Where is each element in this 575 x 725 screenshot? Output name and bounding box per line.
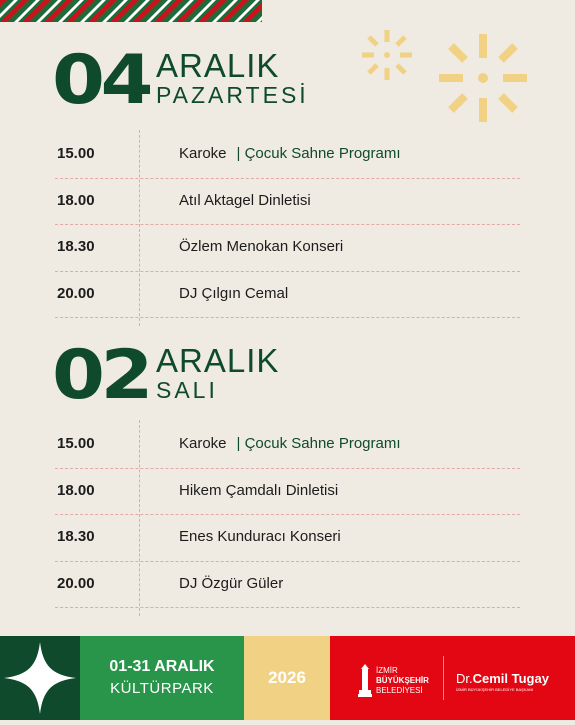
large-sun-icon bbox=[437, 32, 529, 124]
schedule-row bbox=[55, 515, 520, 562]
event-name: Özlem Menokan Konseri bbox=[179, 238, 344, 255]
day-number: 04 bbox=[52, 41, 150, 120]
event-name: Atıl Aktagel Dinletisi bbox=[179, 191, 311, 209]
event-name bbox=[179, 145, 401, 162]
event-title: Karoke bbox=[179, 145, 227, 162]
day-header-2 bbox=[52, 336, 352, 415]
footer-dates: 01-31 ARALIK bbox=[109, 658, 215, 675]
event-time: 20.00 bbox=[57, 574, 95, 592]
schedule-row bbox=[55, 132, 520, 179]
mayor-signature bbox=[456, 671, 549, 686]
event-name: DJ Çılgın Cemal bbox=[179, 284, 289, 302]
mayor-prefix: Dr. bbox=[456, 671, 473, 686]
event-name: DJ Özgür Güler bbox=[179, 574, 284, 592]
footer-year: 2026 bbox=[244, 636, 330, 720]
schedule-row bbox=[55, 422, 520, 469]
event-name: Enes Kunduracı Konseri bbox=[179, 528, 341, 545]
municipality-line-3: BELEDİYESİ bbox=[376, 686, 423, 695]
event-time: 18.30 bbox=[57, 528, 95, 545]
mayor-name: Cemil Tugay bbox=[472, 671, 549, 686]
schedule-row bbox=[55, 469, 520, 516]
footer-logos-block bbox=[330, 636, 575, 720]
event-time: 18.30 bbox=[57, 238, 95, 255]
municipality-line-2: BÜYÜKŞEHİR bbox=[376, 676, 429, 685]
day-number: 02 bbox=[52, 336, 150, 415]
schedule-day-1 bbox=[55, 132, 520, 318]
schedule-row bbox=[55, 272, 520, 319]
event-name bbox=[179, 435, 401, 452]
mayor-title: İZMİR BÜYÜKŞEHİR BELEDİYE BAŞKANI bbox=[456, 687, 534, 692]
day-weekday: SALI bbox=[156, 377, 218, 403]
schedule-row bbox=[55, 562, 520, 609]
footer-venue: KÜLTÜRPARK bbox=[110, 680, 214, 697]
footer-bar bbox=[0, 636, 575, 720]
event-time: 20.00 bbox=[57, 284, 95, 302]
day-month: ARALIK bbox=[156, 47, 280, 84]
schedule-row bbox=[55, 225, 520, 272]
day-header-1 bbox=[52, 41, 352, 120]
day-month: ARALIK bbox=[156, 342, 280, 379]
municipality-line-1: İZMİR bbox=[376, 666, 398, 675]
event-name: Hikem Çamdalı Dinletisi bbox=[179, 481, 339, 499]
event-time: 15.00 bbox=[57, 435, 95, 452]
small-sun-icon bbox=[360, 28, 414, 82]
event-time: 18.00 bbox=[57, 191, 95, 209]
event-title: Karoke bbox=[179, 435, 227, 452]
stripe-pattern-icon bbox=[0, 0, 262, 22]
municipality-name bbox=[376, 666, 429, 696]
event-tag: | Çocuk Sahne Programı bbox=[236, 145, 401, 162]
event-time: 18.00 bbox=[57, 481, 95, 499]
schedule-day-2 bbox=[55, 422, 520, 608]
footer-star-block bbox=[0, 636, 80, 720]
footer-dates-block bbox=[80, 636, 244, 720]
event-time: 15.00 bbox=[57, 145, 95, 162]
sparkle-star-icon bbox=[0, 636, 80, 720]
logo-divider bbox=[443, 656, 444, 700]
top-stripe-decoration bbox=[0, 0, 262, 22]
day-weekday: PAZARTESİ bbox=[156, 82, 309, 108]
clock-tower-logo-icon bbox=[358, 664, 372, 698]
event-tag: | Çocuk Sahne Programı bbox=[236, 435, 401, 452]
schedule-row bbox=[55, 179, 520, 226]
